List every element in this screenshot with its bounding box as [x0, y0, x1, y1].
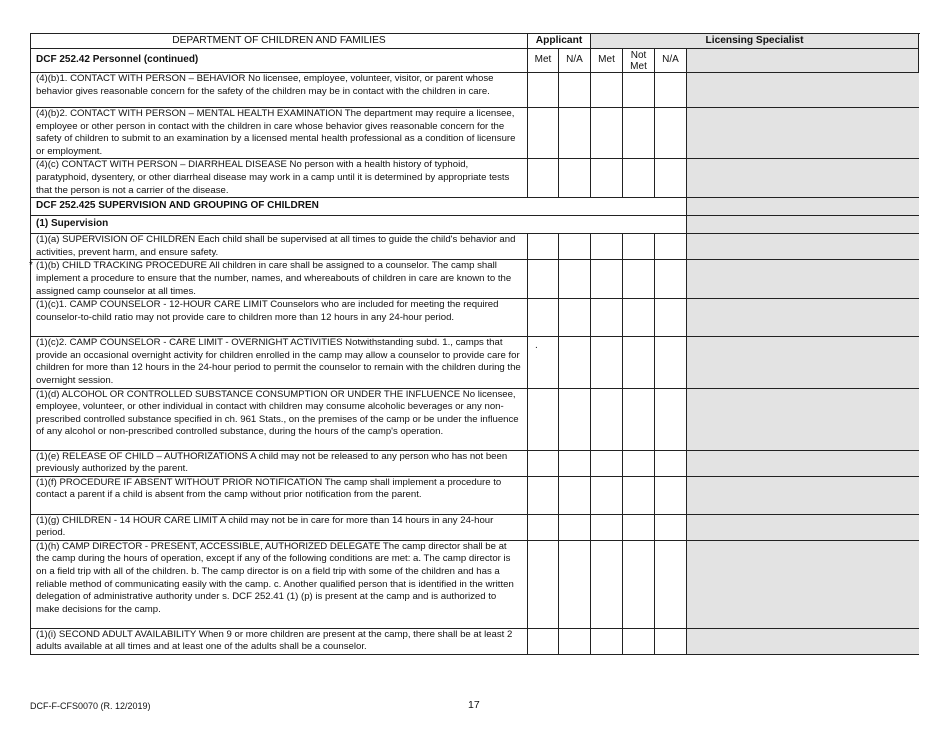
applicant-na-cell[interactable] — [559, 540, 591, 628]
licensing-met-cell[interactable] — [591, 159, 623, 198]
licensing-not-met-cell[interactable] — [623, 540, 655, 628]
requirement-text: (1)(c)2. CAMP COUNSELOR - CARE LIMIT - OVERNIGHT ACTIVITIES Notwithstanding subd. 1., camps that provide an occasional overnight activity for children enrolled in the camp may allow a counselor to provide care for children for more than 12 hours in the 24-hour period to permit the counselor to remain with the children during the overnight session. — [36, 337, 521, 386]
mark-dot: . — [535, 340, 538, 352]
licensing-na-cell[interactable] — [655, 450, 687, 476]
licensing-not-met-cell[interactable] — [623, 337, 655, 388]
licensing-na-cell[interactable] — [655, 476, 687, 514]
licensing-met-cell[interactable] — [591, 388, 623, 450]
licensing-na-cell[interactable] — [655, 260, 687, 299]
col-lic-met-header: Met — [591, 49, 623, 73]
licensing-not-met-cell[interactable] — [623, 260, 655, 299]
licensing-met-cell[interactable] — [591, 260, 623, 299]
applicant-met-cell[interactable] — [528, 299, 559, 337]
licensing-not-met-cell[interactable] — [623, 73, 655, 108]
applicant-na-cell[interactable] — [559, 514, 591, 540]
licensing-na-cell[interactable] — [655, 514, 687, 540]
licensing-notes-area — [687, 73, 919, 108]
licensing-not-met-cell[interactable] — [623, 234, 655, 260]
requirement-row — [31, 159, 919, 198]
department-header: DEPARTMENT OF CHILDREN AND FAMILIES — [31, 34, 528, 49]
requirement-text: (1)(h) CAMP DIRECTOR - PRESENT, ACCESSIBLE, AUTHORIZED DELEGATE The camp director shall be at the camp during the hours of operation, except if any of the following conditions are met: a. The camp director is on a field trip with all of the children. b. The camp director is on a field trip with some of the children and has a reliable method of communicating easily with the camp. c. Another qualified person that is identified in the written delegation of administrative authority under s. DCF 252.41 (1) (p) is present at the camp and is authorized to make decisions for the camp. — [36, 540, 514, 615]
requirement-text: (1)(a) SUPERVISION OF CHILDREN Each child shall be supervised at all times to guide the child's behavior and activities, prevent harm, and ensure safety. — [36, 234, 516, 258]
requirement-text-cell — [31, 540, 528, 628]
licensing-met-cell[interactable] — [591, 73, 623, 108]
licensing-notes-area — [687, 234, 919, 260]
licensing-notes-area — [687, 337, 919, 388]
licensing-not-met-cell[interactable] — [623, 388, 655, 450]
licensing-na-cell[interactable] — [655, 337, 687, 388]
requirement-text-cell — [31, 108, 528, 159]
page-number: 17 — [468, 699, 480, 711]
requirement-text-cell — [31, 450, 528, 476]
applicant-met-cell[interactable] — [528, 450, 559, 476]
applicant-met-cell[interactable] — [528, 388, 559, 450]
licensing-na-cell[interactable] — [655, 540, 687, 628]
checklist-table — [30, 33, 919, 655]
requirement-text: (1)(i) SECOND ADULT AVAILABILITY When 9 or more children are present at the camp, there shall be at least 2 adults available at all times and at least one of the adults shall be a counselor. — [36, 628, 513, 653]
applicant-met-cell[interactable] — [528, 260, 559, 299]
licensing-met-cell[interactable] — [591, 108, 623, 159]
requirement-text-cell — [31, 628, 528, 654]
checklist-sheet — [30, 33, 918, 655]
requirement-text: (4)(b)2. CONTACT WITH PERSON – MENTAL HEALTH EXAMINATION The department may require a licensee, employee or other person in contact with the children in care whose behavior gives reasonable concern for the safety of children to submit to an examination by a licensed mental health professional as a condition of licensure or employment. — [36, 108, 516, 157]
applicant-na-cell[interactable] — [559, 388, 591, 450]
section-row — [31, 198, 919, 216]
requirement-row — [31, 476, 919, 514]
licensing-met-cell[interactable] — [591, 628, 623, 654]
applicant-na-cell[interactable] — [559, 476, 591, 514]
requirement-row — [31, 260, 919, 299]
col-na-header: N/A — [559, 49, 591, 73]
licensing-notes-area — [687, 159, 919, 198]
applicant-header: Applicant — [528, 34, 591, 49]
applicant-na-cell[interactable] — [559, 337, 591, 388]
requirement-text-cell — [31, 234, 528, 260]
requirement-row — [31, 73, 919, 108]
section-title: DCF 252.42 Personnel (continued) — [31, 49, 528, 73]
requirement-row — [31, 234, 919, 260]
requirement-row — [31, 450, 919, 476]
applicant-na-cell[interactable] — [559, 450, 591, 476]
licensing-na-cell[interactable] — [655, 628, 687, 654]
applicant-na-cell[interactable] — [559, 628, 591, 654]
applicant-met-cell[interactable] — [528, 628, 559, 654]
requirement-text: (4)(c) CONTACT WITH PERSON – DIARRHEAL DISEASE No person with a health history of typhoid, paratyphoid, dysentery, or other diarrheal disease may work in a camp until it is determined by appropriate tests that the person is not a carrier of the disease. — [36, 159, 510, 196]
requirement-text-cell — [31, 337, 528, 388]
licensing-notes-area — [687, 108, 919, 159]
applicant-met-cell[interactable] — [528, 514, 559, 540]
requirement-row — [31, 388, 919, 450]
col-lic-na-header: N/A — [655, 49, 687, 73]
requirement-text-cell — [31, 476, 528, 514]
applicant-met-cell[interactable] — [528, 476, 559, 514]
section-row — [31, 216, 919, 234]
requirement-text-cell — [31, 514, 528, 540]
requirement-row — [31, 514, 919, 540]
licensing-met-cell[interactable] — [591, 337, 623, 388]
licensing-not-met-cell[interactable] — [623, 628, 655, 654]
licensing-na-cell[interactable] — [655, 299, 687, 337]
requirement-text: (1)(g) CHILDREN - 14 HOUR CARE LIMIT A child may not be in care for more than 14 hours in any 24-hour period. — [36, 514, 494, 539]
applicant-met-cell[interactable] — [528, 337, 559, 388]
licensing-not-met-cell[interactable] — [623, 159, 655, 198]
licensing-met-cell[interactable] — [591, 450, 623, 476]
section-heading: DCF 252.425 SUPERVISION AND GROUPING OF CHILDREN — [31, 198, 687, 216]
applicant-na-cell[interactable] — [559, 299, 591, 337]
licensing-notes-area — [687, 540, 919, 628]
requirement-text-cell — [31, 260, 528, 299]
licensing-na-cell[interactable] — [655, 388, 687, 450]
licensing-not-met-cell[interactable] — [623, 476, 655, 514]
requirement-text: (1)(d) ALCOHOL OR CONTROLLED SUBSTANCE CONSUMPTION OR UNDER THE INFLUENCE No licensee, employee, volunteer, or other individual in contact with children may consume alcoholic beverages or any non-prescribed controlled substance specified in ch. 961 Stats., on the premises of the camp or be under the influence of any alcohol or non-prescribed controlled substance, during the hours of the camp's operation. — [36, 388, 519, 438]
licensing-notes-area — [687, 476, 919, 514]
licensing-notes-area — [687, 628, 919, 654]
licensing-notes-area — [687, 299, 919, 337]
col-met-header: Met — [528, 49, 559, 73]
requirement-text: (1)(c)1. CAMP COUNSELOR - 12-HOUR CARE LIMIT Counselors who are included for meeting the required counselor-to-child ratio may not provide care to children more than 12 hours in any 24-hour period. — [36, 299, 499, 323]
licensing-met-cell[interactable] — [591, 299, 623, 337]
licensing-not-met-cell[interactable] — [623, 514, 655, 540]
licensing-notes-area — [687, 514, 919, 540]
licensing-met-cell[interactable] — [591, 234, 623, 260]
applicant-na-cell[interactable] — [559, 234, 591, 260]
licensing-na-cell[interactable] — [655, 234, 687, 260]
licensing-notes-area — [687, 260, 919, 299]
applicant-na-cell[interactable] — [559, 108, 591, 159]
applicant-na-cell[interactable] — [559, 159, 591, 198]
licensing-na-cell[interactable] — [655, 73, 687, 108]
applicant-na-cell[interactable] — [559, 260, 591, 299]
requirement-text: (4)(b)1. CONTACT WITH PERSON – BEHAVIOR No licensee, employee, volunteer, visitor, or parent whose behavior gives reasonable concern for the safety of the children may be in contact with the children in care. — [36, 73, 494, 97]
licensing-na-cell[interactable] — [655, 108, 687, 159]
requirement-row — [31, 337, 919, 388]
col-not-met-header: Not Met — [623, 49, 655, 73]
applicant-met-cell[interactable] — [528, 159, 559, 198]
licensing-met-cell[interactable] — [591, 514, 623, 540]
applicant-met-cell[interactable] — [528, 73, 559, 108]
section-heading: (1) Supervision — [31, 216, 687, 234]
licensing-notes-area — [687, 388, 919, 450]
requirement-text: (1)(f) PROCEDURE IF ABSENT WITHOUT PRIOR NOTIFICATION The camp shall implement a procedure to contact a parent if a child is absent from the camp without prior notification from the parent. — [36, 476, 502, 501]
licensing-specialist-header: Licensing Specialist — [591, 34, 919, 49]
licensing-met-cell[interactable] — [591, 540, 623, 628]
licensing-notes-area — [687, 216, 919, 234]
applicant-met-cell[interactable] — [528, 234, 559, 260]
licensing-na-cell[interactable] — [655, 159, 687, 198]
licensing-notes-area — [687, 49, 919, 73]
licensing-not-met-cell[interactable] — [623, 450, 655, 476]
licensing-not-met-cell[interactable] — [623, 299, 655, 337]
licensing-met-cell[interactable] — [591, 476, 623, 514]
form-id: DCF-F-CFS0070 (R. 12/2019) — [30, 701, 151, 711]
requirement-text-cell — [31, 299, 528, 337]
applicant-met-cell[interactable] — [528, 108, 559, 159]
requirement-text-cell — [31, 73, 528, 108]
requirement-text-cell — [31, 388, 528, 450]
applicant-met-cell[interactable] — [528, 540, 559, 628]
licensing-notes-area — [687, 198, 919, 216]
applicant-na-cell[interactable] — [559, 73, 591, 108]
requirement-row — [31, 299, 919, 337]
requirement-text: (1)(b) CHILD TRACKING PROCEDURE All children in care shall be assigned to a counselor. The camp shall implement a procedure to ensure that the number, names, and whereabouts of children in care are known to the assigned camp counselor at all times. — [36, 260, 512, 297]
licensing-not-met-cell[interactable] — [623, 108, 655, 159]
requirement-row — [31, 108, 919, 159]
asterisk-marker: * — [29, 260, 33, 272]
requirement-text-cell — [31, 159, 528, 198]
requirement-row — [31, 628, 919, 654]
requirement-row — [31, 540, 919, 628]
requirement-text: (1)(e) RELEASE OF CHILD – AUTHORIZATIONS A child may not be released to any person who has not been previously authorized by the parent. — [36, 450, 508, 475]
licensing-notes-area — [687, 450, 919, 476]
